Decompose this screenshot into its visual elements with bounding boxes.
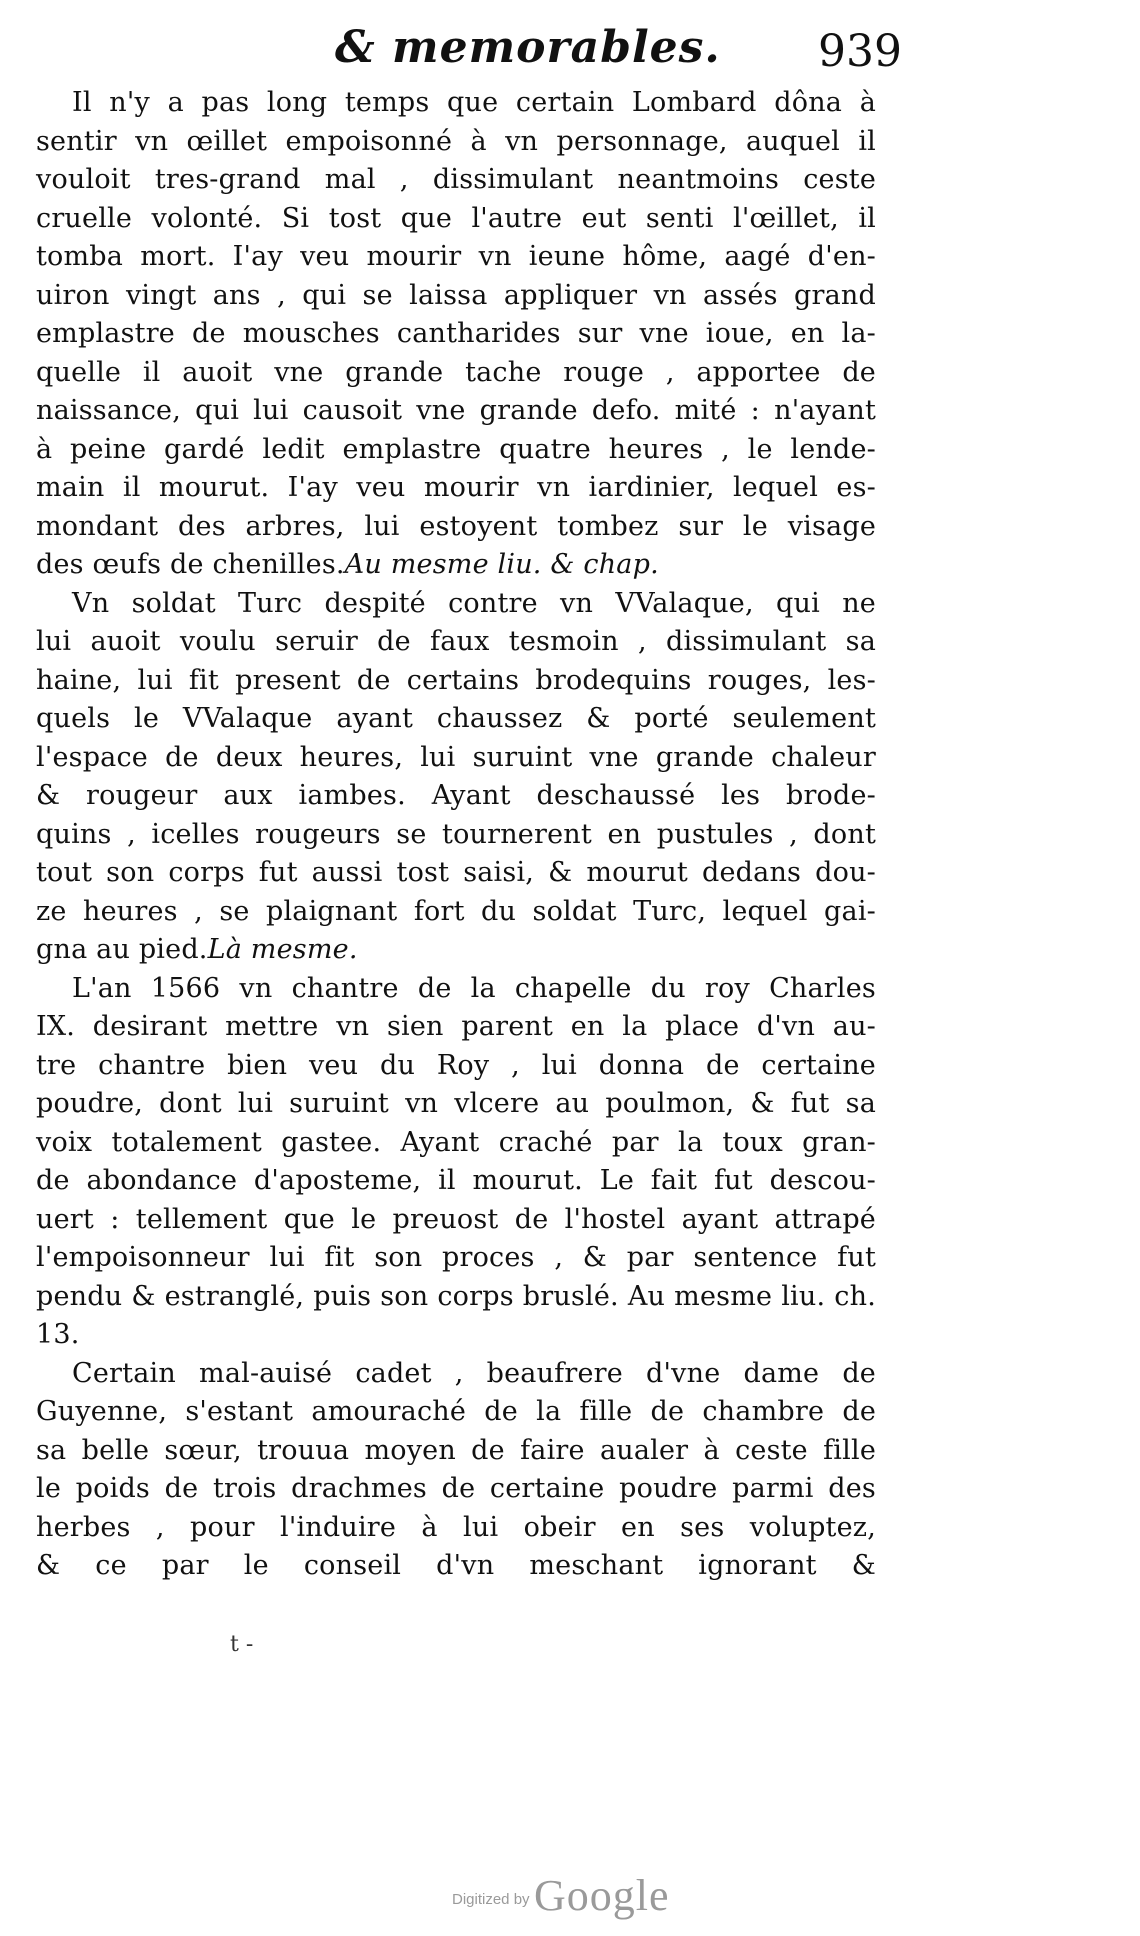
text-line: tre chantre bien veu du Roy , lui donna de certaine xyxy=(36,1049,876,1081)
text-line: & ce par le conseil d'vn meschant ignorant & xyxy=(36,1550,876,1581)
text-line: Vn soldat Turc despité contre vn VValaque, qui ne xyxy=(72,587,876,619)
text-line: Guyenne, s'estant amouraché de la fille de chambre de xyxy=(36,1396,876,1427)
text-line: uiron vingt ans , qui se laissa appliquer vn assés grand xyxy=(36,279,876,311)
text-line: quels le VValaque ayant chaussez & porté seulement xyxy=(36,703,876,734)
paragraph xyxy=(36,970,876,1355)
google-logo: Google xyxy=(534,1871,670,1920)
text-line: IX. desirant mettre vn sien parent en la place d'vn au- xyxy=(36,1011,876,1042)
text-line: l'espace de deux heures, lui suruint vne grande chaleur xyxy=(36,741,876,773)
text-line: quins , icelles rougeurs se tournerent en pustules , dont xyxy=(36,818,876,850)
text-line-body: 13. xyxy=(36,1319,80,1350)
text-line: & rougeur aux iambes. Ayant deschaussé les brode- xyxy=(36,780,876,811)
text-line: Certain mal-auisé cadet , beaufrere d'vne dame de xyxy=(72,1357,876,1389)
text-line: mondant des arbres, lui estoyent tombez sur le visage xyxy=(36,510,876,542)
text-line: haine, lui fit present de certains brodequins rouges, les- xyxy=(36,664,876,696)
text-line: herbes , pour l'induire à lui obeir en ses voluptez, xyxy=(36,1511,876,1543)
text-line: Il n'y a pas long temps que certain Lombard dôna à xyxy=(72,87,876,118)
text-line: à peine gardé ledit emplastre quatre heures , le lende- xyxy=(36,433,876,465)
page-number: 939 xyxy=(818,26,902,77)
page-header xyxy=(0,22,1140,82)
source-citation: Au mesme liu. & chap. xyxy=(344,549,659,580)
text-line: vouloit tres-grand mal , dissimulant neantmoins ceste xyxy=(36,164,876,195)
text-line: le poids de trois drachmes de certaine poudre parmi des xyxy=(36,1473,876,1504)
paragraph xyxy=(36,585,876,970)
paragraph xyxy=(36,1355,876,1586)
digitization-watermark xyxy=(452,1870,670,1921)
text-line: emplastre de mousches cantharides sur vne ioue, en la- xyxy=(36,318,876,349)
text-line xyxy=(36,931,876,970)
text-line-body: des œufs de chenilles. xyxy=(36,549,345,580)
text-line: quelle il auoit vne grande tache rouge , apportee de xyxy=(36,356,876,388)
text-line: de abondance d'apostеme, il mourut. Le fait fut descou- xyxy=(36,1165,876,1196)
text-line: poudre, dont lui suruint vn vlcere au poulmon, & fut sa xyxy=(36,1088,876,1119)
text-line: sentir vn œillet empoisonné à vn personnage, auquel il xyxy=(36,125,876,157)
text-line: tout son corps fut aussi tost saisi, & mourut dedans dou- xyxy=(36,857,876,888)
text-line: cruelle volonté. Si tost que l'autre eut senti l'œillet, il xyxy=(36,202,876,234)
text-line: uert : tellement que le preuost de l'hostel ayant attrapé xyxy=(36,1203,876,1235)
source-citation: Là mesme. xyxy=(207,934,358,965)
body-text xyxy=(36,84,876,1586)
text-line: lui auoit voulu seruir de faux tesmoin , dissimulant sa xyxy=(36,626,876,657)
text-line: ze heures , se plaignant fort du soldat Turc, lequel gai- xyxy=(36,895,876,927)
text-line: voix totalement gastee. Ayant craché par la toux gran- xyxy=(36,1126,876,1158)
text-line: tomba mort. I'ay veu mourir vn ieune hôme, aagé d'en- xyxy=(36,241,876,272)
text-line: sa belle sœur, trouua moyen de faire aualer à ceste fille xyxy=(36,1434,876,1466)
text-line: pendu & estranglé, puis son corps bruslé. Au mesme liu. ch. xyxy=(36,1280,876,1312)
catchword: t - xyxy=(230,1632,254,1657)
running-head: & memorables. xyxy=(335,22,721,73)
text-line xyxy=(36,1316,876,1355)
text-line: main il mourut. I'ay veu mourir vn iardinier, lequel es- xyxy=(36,472,876,503)
paragraph xyxy=(36,84,876,585)
text-line: naissance, qui lui causoit vne grande defo. mité : n'ayant xyxy=(36,395,876,426)
watermark-prefix: Digitized by xyxy=(452,1891,530,1908)
text-line-body: gna au pied. xyxy=(36,934,208,965)
text-line: L'an 1566 vn chantre de la chapelle du roy Charles xyxy=(72,972,876,1004)
text-line: l'empoisonneur lui fit son proces , & par sentence fut xyxy=(36,1242,876,1273)
text-line xyxy=(36,546,876,585)
